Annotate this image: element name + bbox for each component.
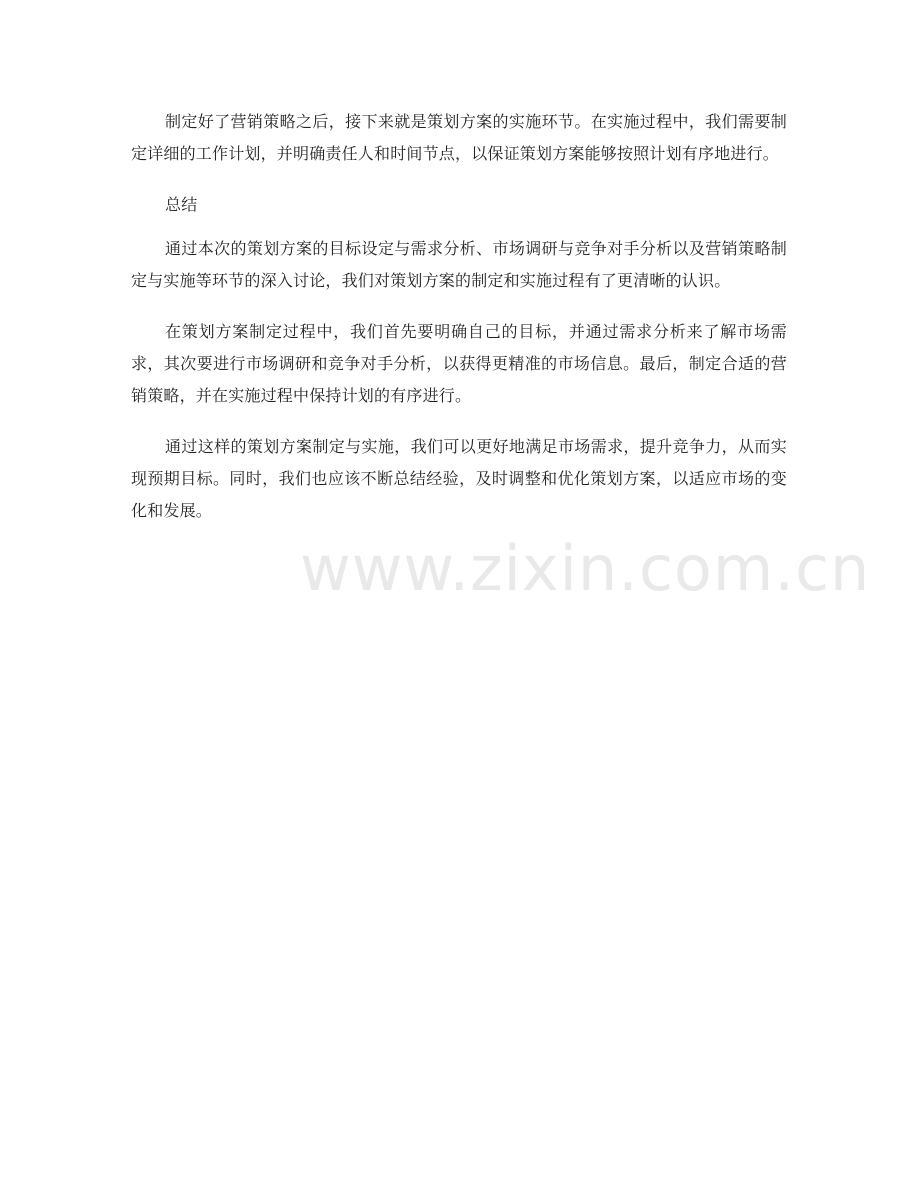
document-body: [131, 106, 787, 546]
section-heading-summary: 总结: [165, 195, 198, 214]
paragraph-summary-process: 在策划方案制定过程中，我们首先要明确自己的目标，并通过需求分析来了解市场需求，其次要进行市场调研和竞争对手分析，以获得更精准的市场信息。最后，制定合适的营销策略，并在实施过程中保持计划的有序进行。: [131, 322, 787, 405]
paragraph-implementation: 制定好了营销策略之后，接下来就是策划方案的实施环节。在实施过程中，我们需要制定详细的工作计划，并明确责任人和时间节点，以保证策划方案能够按照计划有序地进行。: [131, 112, 787, 163]
paragraph-summary-intro: 通过本次的策划方案的目标设定与需求分析、市场调研与竞争对手分析以及营销策略制定与实施等环节的深入讨论，我们对策划方案的制定和实施过程有了更清晰的认识。: [131, 239, 787, 290]
watermark-text: www.zixin.com.cn: [300, 532, 871, 605]
paragraph-summary-conclusion: 通过这样的策划方案制定与实施，我们可以更好地满足市场需求，提升竞争力，从而实现预期目标。同时，我们也应该不断总结经验，及时调整和优化策划方案，以适应市场的变化和发展。: [131, 437, 787, 520]
